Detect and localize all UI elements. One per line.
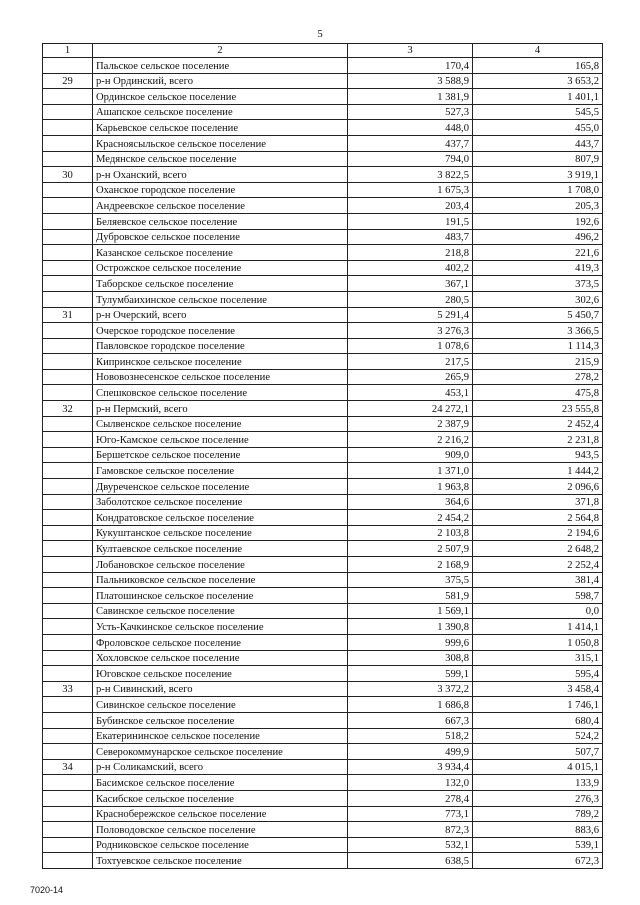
value-col-3: 1 390,8 <box>348 619 473 635</box>
table-row <box>43 245 603 261</box>
value-col-3: 453,1 <box>348 385 473 401</box>
settlement-name: Кипринское сельское поселение <box>93 354 348 370</box>
value-col-3: 999,6 <box>348 634 473 650</box>
table-row <box>43 135 603 151</box>
value-col-4: 5 450,7 <box>473 307 603 323</box>
settlement-name: Тохтуевское сельское поселение <box>93 853 348 869</box>
table-row <box>43 588 603 604</box>
table-row <box>43 494 603 510</box>
value-col-3: 217,5 <box>348 354 473 370</box>
value-col-4: 2 452,4 <box>473 416 603 432</box>
value-col-4: 276,3 <box>473 790 603 806</box>
value-col-3: 483,7 <box>348 229 473 245</box>
row-number <box>43 104 93 120</box>
value-col-3: 518,2 <box>348 728 473 744</box>
header-col-2: 2 <box>93 44 348 58</box>
settlement-name: Двуреченское сельское поселение <box>93 479 348 495</box>
value-col-3: 132,0 <box>348 775 473 791</box>
value-col-4: 3 653,2 <box>473 73 603 89</box>
value-col-4: 883,6 <box>473 822 603 838</box>
value-col-3: 599,1 <box>348 666 473 682</box>
row-number <box>43 151 93 167</box>
value-col-3: 773,1 <box>348 806 473 822</box>
value-col-3: 909,0 <box>348 447 473 463</box>
value-col-4: 0,0 <box>473 603 603 619</box>
row-number <box>43 634 93 650</box>
value-col-3: 1 371,0 <box>348 463 473 479</box>
table-row <box>43 619 603 635</box>
value-col-3: 3 588,9 <box>348 73 473 89</box>
value-col-4: 133,9 <box>473 775 603 791</box>
settlement-name: р-н Ординский, всего <box>93 73 348 89</box>
value-col-3: 170,4 <box>348 58 473 74</box>
settlement-name: Басимское сельское поселение <box>93 775 348 791</box>
value-col-4: 2 194,6 <box>473 525 603 541</box>
table-row <box>43 401 603 417</box>
value-col-4: 1 746,1 <box>473 697 603 713</box>
value-col-3: 375,5 <box>348 572 473 588</box>
value-col-3: 191,5 <box>348 213 473 229</box>
settlement-name: Северокоммунарское сельское поселение <box>93 744 348 760</box>
settlement-name: Пальское сельское поселение <box>93 58 348 74</box>
settlement-name: р-н Очерский, всего <box>93 307 348 323</box>
document-code: 7020-14 <box>30 885 64 895</box>
row-number <box>43 588 93 604</box>
row-number: 34 <box>43 759 93 775</box>
value-col-4: 672,3 <box>473 853 603 869</box>
value-col-3: 3 372,2 <box>348 681 473 697</box>
value-col-4: 1 444,2 <box>473 463 603 479</box>
budget-table <box>42 43 603 869</box>
value-col-3: 2 454,2 <box>348 510 473 526</box>
row-number <box>43 479 93 495</box>
value-col-4: 3 919,1 <box>473 167 603 183</box>
value-col-3: 2 387,9 <box>348 416 473 432</box>
value-col-3: 638,5 <box>348 853 473 869</box>
settlement-name: Савинское сельское поселение <box>93 603 348 619</box>
row-number <box>43 260 93 276</box>
row-number: 32 <box>43 401 93 417</box>
header-col-3: 3 <box>348 44 473 58</box>
table-row <box>43 479 603 495</box>
table-row <box>43 291 603 307</box>
settlement-name: Пальниковское сельское поселение <box>93 572 348 588</box>
settlement-name: Касибское сельское поселение <box>93 790 348 806</box>
value-col-3: 3 276,3 <box>348 323 473 339</box>
table-row <box>43 806 603 822</box>
value-col-3: 265,9 <box>348 369 473 385</box>
value-col-4: 2 564,8 <box>473 510 603 526</box>
row-number: 33 <box>43 681 93 697</box>
settlement-name: Тулумбаихинское сельское поселение <box>93 291 348 307</box>
value-col-4: 165,8 <box>473 58 603 74</box>
settlement-name: Острожское сельское поселение <box>93 260 348 276</box>
row-number <box>43 182 93 198</box>
table-row <box>43 307 603 323</box>
row-number <box>43 323 93 339</box>
row-number <box>43 385 93 401</box>
value-col-4: 943,5 <box>473 447 603 463</box>
row-number <box>43 666 93 682</box>
value-col-3: 437,7 <box>348 135 473 151</box>
row-number <box>43 494 93 510</box>
row-number <box>43 432 93 448</box>
row-number <box>43 557 93 573</box>
row-number <box>43 447 93 463</box>
value-col-3: 3 822,5 <box>348 167 473 183</box>
settlement-name: Сивинское сельское поселение <box>93 697 348 713</box>
table-row <box>43 572 603 588</box>
table-row <box>43 104 603 120</box>
row-number <box>43 541 93 557</box>
table-row <box>43 385 603 401</box>
table-row <box>43 790 603 806</box>
value-col-4: 315,1 <box>473 650 603 666</box>
row-number <box>43 853 93 869</box>
table-row <box>43 276 603 292</box>
value-col-4: 539,1 <box>473 837 603 853</box>
table-row <box>43 416 603 432</box>
settlement-name: Хохловское сельское поселение <box>93 650 348 666</box>
settlement-name: Очерское городское поселение <box>93 323 348 339</box>
value-col-4: 2 096,6 <box>473 479 603 495</box>
row-number: 29 <box>43 73 93 89</box>
row-number <box>43 806 93 822</box>
value-col-4: 598,7 <box>473 588 603 604</box>
table-row <box>43 89 603 105</box>
row-number <box>43 650 93 666</box>
table-row <box>43 666 603 682</box>
table-row <box>43 463 603 479</box>
value-col-4: 524,2 <box>473 728 603 744</box>
row-number <box>43 245 93 261</box>
value-col-3: 364,6 <box>348 494 473 510</box>
table-row <box>43 728 603 744</box>
value-col-4: 496,2 <box>473 229 603 245</box>
value-col-3: 1 963,8 <box>348 479 473 495</box>
value-col-3: 794,0 <box>348 151 473 167</box>
row-number: 30 <box>43 167 93 183</box>
settlement-name: Родниковское сельское поселение <box>93 837 348 853</box>
value-col-3: 581,9 <box>348 588 473 604</box>
table-row <box>43 432 603 448</box>
value-col-4: 192,6 <box>473 213 603 229</box>
row-number <box>43 198 93 214</box>
settlement-name: Карьевское сельское поселение <box>93 120 348 136</box>
table-row <box>43 557 603 573</box>
settlement-name: Оханское городское поселение <box>93 182 348 198</box>
table-row <box>43 759 603 775</box>
row-number <box>43 775 93 791</box>
settlement-name: Гамовское сельское поселение <box>93 463 348 479</box>
value-col-3: 1 381,9 <box>348 89 473 105</box>
row-number <box>43 354 93 370</box>
value-col-4: 2 231,8 <box>473 432 603 448</box>
value-col-3: 3 934,4 <box>348 759 473 775</box>
settlement-name: Юговское сельское поселение <box>93 666 348 682</box>
table-row <box>43 837 603 853</box>
row-number <box>43 728 93 744</box>
row-number <box>43 463 93 479</box>
settlement-name: Екатерининское сельское поселение <box>93 728 348 744</box>
table-row <box>43 603 603 619</box>
settlement-name: Дубровское сельское поселение <box>93 229 348 245</box>
table-row <box>43 73 603 89</box>
table-row <box>43 775 603 791</box>
row-number <box>43 213 93 229</box>
value-col-3: 2 103,8 <box>348 525 473 541</box>
value-col-4: 419,3 <box>473 260 603 276</box>
row-number <box>43 697 93 713</box>
row-number: 31 <box>43 307 93 323</box>
value-col-3: 5 291,4 <box>348 307 473 323</box>
settlement-name: р-н Соликамский, всего <box>93 759 348 775</box>
settlement-name: р-н Оханский, всего <box>93 167 348 183</box>
settlement-name: Красноясыльское сельское поселение <box>93 135 348 151</box>
settlement-name: Павловское городское поселение <box>93 338 348 354</box>
settlement-name: Спешковское сельское поселение <box>93 385 348 401</box>
table-row <box>43 744 603 760</box>
table-row <box>43 681 603 697</box>
settlement-name: Беляевское сельское поселение <box>93 213 348 229</box>
header-col-4: 4 <box>473 44 603 58</box>
table-row <box>43 198 603 214</box>
row-number <box>43 525 93 541</box>
row-number <box>43 89 93 105</box>
table-row <box>43 151 603 167</box>
value-col-4: 1 401,1 <box>473 89 603 105</box>
value-col-3: 2 507,9 <box>348 541 473 557</box>
row-number <box>43 229 93 245</box>
value-col-4: 278,2 <box>473 369 603 385</box>
value-col-3: 308,8 <box>348 650 473 666</box>
value-col-3: 499,9 <box>348 744 473 760</box>
table-row <box>43 260 603 276</box>
value-col-4: 1 414,1 <box>473 619 603 635</box>
settlement-name: Краснобережское сельское поселение <box>93 806 348 822</box>
settlement-name: Кукуштанское сельское поселение <box>93 525 348 541</box>
table-row <box>43 650 603 666</box>
value-col-3: 280,5 <box>348 291 473 307</box>
settlement-name: Сылвенское сельское поселение <box>93 416 348 432</box>
table-row <box>43 822 603 838</box>
value-col-3: 24 272,1 <box>348 401 473 417</box>
row-number <box>43 369 93 385</box>
value-col-4: 1 114,3 <box>473 338 603 354</box>
value-col-3: 872,3 <box>348 822 473 838</box>
settlement-name: р-н Пермский, всего <box>93 401 348 417</box>
value-col-3: 2 168,9 <box>348 557 473 573</box>
value-col-3: 402,2 <box>348 260 473 276</box>
settlement-name: Ашапское сельское поселение <box>93 104 348 120</box>
value-col-4: 3 458,4 <box>473 681 603 697</box>
value-col-4: 507,7 <box>473 744 603 760</box>
settlement-name: Усть-Качкинское сельское поселение <box>93 619 348 635</box>
table-header-row <box>43 44 603 58</box>
value-col-3: 448,0 <box>348 120 473 136</box>
value-col-4: 545,5 <box>473 104 603 120</box>
value-col-4: 2 252,4 <box>473 557 603 573</box>
page-number: 5 <box>317 28 323 40</box>
value-col-3: 203,4 <box>348 198 473 214</box>
settlement-name: Таборское сельское поселение <box>93 276 348 292</box>
settlement-name: Медянское сельское поселение <box>93 151 348 167</box>
settlement-name: Заболотское сельское поселение <box>93 494 348 510</box>
settlement-name: Андреевское сельское поселение <box>93 198 348 214</box>
row-number <box>43 822 93 838</box>
value-col-3: 2 216,2 <box>348 432 473 448</box>
settlement-name: Платошинское сельское поселение <box>93 588 348 604</box>
row-number <box>43 712 93 728</box>
table-row <box>43 120 603 136</box>
value-col-4: 381,4 <box>473 572 603 588</box>
table-row <box>43 213 603 229</box>
settlement-name: Казанское сельское поселение <box>93 245 348 261</box>
settlement-name: Кондратовское сельское поселение <box>93 510 348 526</box>
value-col-3: 1 675,3 <box>348 182 473 198</box>
value-col-3: 278,4 <box>348 790 473 806</box>
value-col-4: 475,8 <box>473 385 603 401</box>
table-row <box>43 323 603 339</box>
value-col-3: 1 686,8 <box>348 697 473 713</box>
value-col-4: 789,2 <box>473 806 603 822</box>
value-col-4: 455,0 <box>473 120 603 136</box>
row-number <box>43 120 93 136</box>
value-col-4: 23 555,8 <box>473 401 603 417</box>
table-row <box>43 712 603 728</box>
value-col-4: 221,6 <box>473 245 603 261</box>
table-row <box>43 167 603 183</box>
table-row <box>43 182 603 198</box>
value-col-4: 595,4 <box>473 666 603 682</box>
table-row <box>43 697 603 713</box>
row-number <box>43 276 93 292</box>
value-col-4: 3 366,5 <box>473 323 603 339</box>
row-number <box>43 58 93 74</box>
settlement-name: Половодовское сельское поселение <box>93 822 348 838</box>
value-col-4: 2 648,2 <box>473 541 603 557</box>
value-col-3: 667,3 <box>348 712 473 728</box>
table-row <box>43 853 603 869</box>
table-row <box>43 369 603 385</box>
settlement-name: Култаевское сельское поселение <box>93 541 348 557</box>
table-row <box>43 229 603 245</box>
row-number <box>43 603 93 619</box>
value-col-4: 371,8 <box>473 494 603 510</box>
table-row <box>43 58 603 74</box>
table-row <box>43 338 603 354</box>
row-number <box>43 572 93 588</box>
value-col-4: 807,9 <box>473 151 603 167</box>
value-col-3: 1 569,1 <box>348 603 473 619</box>
table-row <box>43 510 603 526</box>
settlement-name: Бершетское сельское поселение <box>93 447 348 463</box>
value-col-4: 205,3 <box>473 198 603 214</box>
header-col-1: 1 <box>43 44 93 58</box>
settlement-name: Бубинское сельское поселение <box>93 712 348 728</box>
value-col-4: 373,5 <box>473 276 603 292</box>
settlement-name: Юго-Камское сельское поселение <box>93 432 348 448</box>
row-number <box>43 416 93 432</box>
settlement-name: Фроловское сельское поселение <box>93 634 348 650</box>
value-col-3: 532,1 <box>348 837 473 853</box>
row-number <box>43 790 93 806</box>
row-number <box>43 744 93 760</box>
settlement-name: р-н Сивинский, всего <box>93 681 348 697</box>
row-number <box>43 837 93 853</box>
table-row <box>43 634 603 650</box>
table-row <box>43 447 603 463</box>
row-number <box>43 338 93 354</box>
table-row <box>43 525 603 541</box>
value-col-4: 215,9 <box>473 354 603 370</box>
row-number <box>43 291 93 307</box>
value-col-4: 1 050,8 <box>473 634 603 650</box>
value-col-3: 218,8 <box>348 245 473 261</box>
value-col-3: 527,3 <box>348 104 473 120</box>
value-col-4: 4 015,1 <box>473 759 603 775</box>
table-row <box>43 541 603 557</box>
settlement-name: Ординское сельское поселение <box>93 89 348 105</box>
value-col-4: 302,6 <box>473 291 603 307</box>
value-col-4: 1 708,0 <box>473 182 603 198</box>
row-number <box>43 619 93 635</box>
value-col-4: 443,7 <box>473 135 603 151</box>
settlement-name: Лобановское сельское поселение <box>93 557 348 573</box>
row-number <box>43 135 93 151</box>
value-col-3: 367,1 <box>348 276 473 292</box>
value-col-3: 1 078,6 <box>348 338 473 354</box>
settlement-name: Нововознесенское сельское поселение <box>93 369 348 385</box>
row-number <box>43 510 93 526</box>
value-col-4: 680,4 <box>473 712 603 728</box>
table-row <box>43 354 603 370</box>
